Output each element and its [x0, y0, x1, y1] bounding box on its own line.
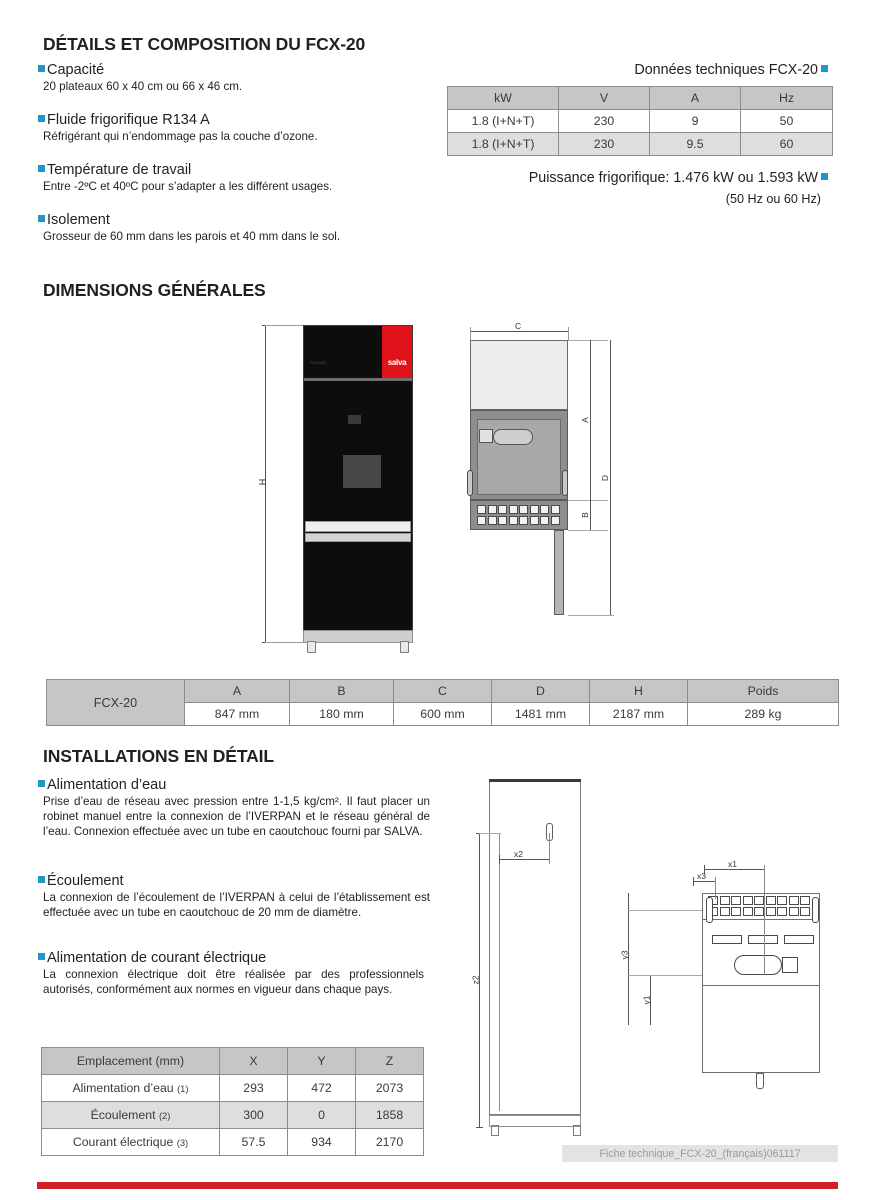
col-header-a: A — [650, 87, 741, 110]
col-header-y: Y — [288, 1048, 356, 1075]
detail-block-fluide — [38, 112, 433, 144]
cell-hz: 60 — [741, 133, 833, 156]
cell-a: 9 — [650, 110, 741, 133]
display-screen — [343, 455, 381, 488]
cell-model-name: FCX-20 — [47, 680, 185, 726]
table-row — [42, 1075, 424, 1102]
col-header-x: X — [220, 1048, 288, 1075]
install-title: Alimentation d’eau — [38, 777, 430, 793]
cell-y: 472 — [288, 1075, 356, 1102]
detail-body: Grosseur de 60 mm dans les parois et 40 mm dans le sol. — [43, 230, 341, 244]
height-dimension-line — [257, 325, 284, 655]
rear-view-drawing — [619, 855, 835, 1115]
power-rating-sub: (50 Hz ou 60 Hz) — [725, 192, 821, 206]
caster-icon — [400, 641, 409, 653]
cell-a: 9.5 — [650, 133, 741, 156]
bullet-square-icon — [38, 953, 45, 960]
col-header-hz: Hz — [741, 87, 833, 110]
detail-body: 20 plateaux 60 x 40 cm ou 66 x 46 cm. — [43, 80, 243, 94]
install-title: Écoulement — [38, 873, 430, 889]
dimension-label-h: H — [257, 478, 268, 486]
bullet-square-icon — [38, 165, 45, 172]
dimension-label-b: B — [579, 512, 590, 518]
cell-location-label: Courant électrique (3) — [42, 1129, 220, 1156]
col-header-v: V — [559, 87, 650, 110]
cell-location-label: Écoulement (2) — [42, 1102, 220, 1129]
cell-z: 2170 — [356, 1129, 424, 1156]
table-row — [448, 133, 833, 156]
dimensions-table — [46, 679, 839, 726]
cell-hz: 50 — [741, 110, 833, 133]
bullet-square-icon — [38, 215, 45, 222]
detail-title: Isolement — [38, 212, 426, 228]
plan-section-drawing — [462, 321, 622, 625]
detail-title: Température de travail — [38, 162, 433, 178]
install-title: Alimentation de courant électrique — [38, 950, 424, 966]
power-rating-line: Puissance frigorifique: 1.476 kW ou 1.593 kW — [400, 170, 828, 186]
cell-kw: 1.8 (I+N+T) — [448, 110, 559, 133]
cell-y: 934 — [288, 1129, 356, 1156]
detail-body: Entre -2ºC et 40ºC pour s’adapter a les différent usages. — [43, 180, 333, 194]
footer-red-bar — [37, 1182, 838, 1189]
bullet-square-icon — [38, 115, 45, 122]
col-header-c: C — [394, 680, 492, 703]
cell-d: 1481 mm — [492, 703, 590, 726]
dimension-label-x1: x1 — [728, 859, 737, 869]
table-header-row — [47, 680, 839, 703]
bullet-square-icon — [821, 65, 828, 72]
dimension-label-c: C — [515, 321, 522, 331]
dimension-label-a: A — [579, 417, 590, 423]
caster-icon — [491, 1125, 499, 1136]
col-header-d: D — [492, 680, 590, 703]
bullet-square-icon — [821, 173, 828, 180]
cell-v: 230 — [559, 133, 650, 156]
bullet-square-icon — [38, 780, 45, 787]
col-header-emplacement: Emplacement (mm) — [42, 1048, 220, 1075]
bullet-square-icon — [38, 876, 45, 883]
dimension-label-y3: y3 — [619, 950, 630, 960]
install-body: La connexion de l’écoulement de l’IVERPAN à celui de l’établissement est effectuée avec un tube en caoutchouc de 20 mm de diamètre. — [43, 891, 430, 920]
cell-z: 1858 — [356, 1102, 424, 1129]
brand-logo-text: salva — [387, 358, 407, 367]
cell-x: 293 — [220, 1075, 288, 1102]
cell-location-label: Alimentation d’eau (1) — [42, 1075, 220, 1102]
cell-a: 847 mm — [185, 703, 290, 726]
table-header-row — [42, 1048, 424, 1075]
install-body: La connexion électrique doit être réalisée par des professionnels autorisés, conformément aux normes en vigueur dans chaque pays. — [43, 968, 424, 997]
model-label-text: iverpan — [310, 360, 327, 365]
side-view-drawing — [470, 775, 594, 1145]
detail-block-isolement — [38, 212, 426, 244]
cell-c: 600 mm — [394, 703, 492, 726]
installation-locations-table — [41, 1047, 424, 1156]
dimension-label-x3: x3 — [697, 871, 706, 881]
col-header-z: Z — [356, 1048, 424, 1075]
table-row — [42, 1129, 424, 1156]
cell-z: 2073 — [356, 1075, 424, 1102]
cell-x: 57.5 — [220, 1129, 288, 1156]
bullet-square-icon — [38, 65, 45, 72]
install-block-courant-electrique — [38, 950, 424, 997]
table-row — [448, 110, 833, 133]
table-row — [42, 1102, 424, 1129]
cell-h: 2187 mm — [590, 703, 688, 726]
technical-data-table — [447, 86, 833, 156]
col-header-kw: kW — [448, 87, 559, 110]
col-header-b: B — [290, 680, 394, 703]
dimension-label-z2: z2 — [470, 975, 481, 985]
caster-icon — [573, 1125, 581, 1136]
detail-block-capacite — [38, 62, 433, 94]
detail-block-temperature — [38, 162, 433, 194]
brand-panel — [382, 326, 412, 378]
dimension-label-y1: y1 — [641, 995, 652, 1005]
detail-title: Fluide frigorifique R134 A — [38, 112, 433, 128]
col-header-poids: Poids — [688, 680, 839, 703]
cell-poids: 289 kg — [688, 703, 839, 726]
col-header-h: H — [590, 680, 688, 703]
cell-y: 0 — [288, 1102, 356, 1129]
caster-icon — [307, 641, 316, 653]
detail-title: Capacité — [38, 62, 433, 78]
product-photo-front-view — [303, 325, 413, 655]
install-block-alimentation-eau — [38, 777, 430, 839]
cell-kw: 1.8 (I+N+T) — [448, 133, 559, 156]
cell-b: 180 mm — [290, 703, 394, 726]
dimension-label-d: D — [600, 474, 611, 482]
drain-outlet-icon — [756, 1073, 764, 1089]
dimension-label-x2: x2 — [514, 849, 523, 859]
tech-table-caption: Données techniques FCX-20 — [447, 62, 828, 78]
install-body: Prise d’eau de réseau avec pression entre 1-1,5 kg/cm². Il faut placer un robinet manuel entre la connexion de l’IVERPAN et le réseau général de l’eau. Connexion effectuée avec un tube en caoutchouc fourni par SALVA. — [43, 795, 430, 839]
page-title-details: DÉTAILS ET COMPOSITION DU FCX-20 — [43, 34, 366, 54]
page-title-dimensions: DIMENSIONS GÉNÉRALES — [43, 280, 266, 300]
install-block-ecoulement — [38, 873, 430, 920]
detail-body: Réfrigérant qui n’endommage pas la couche d’ozone. — [43, 130, 318, 144]
cell-v: 230 — [559, 110, 650, 133]
control-button — [348, 415, 361, 424]
cell-x: 300 — [220, 1102, 288, 1129]
table-header-row — [448, 87, 833, 110]
footer-document-tag: Fiche technique_FCX-20_(français)061117 — [562, 1145, 838, 1162]
page-title-installations: INSTALLATIONS EN DÉTAIL — [43, 746, 275, 766]
col-header-a: A — [185, 680, 290, 703]
